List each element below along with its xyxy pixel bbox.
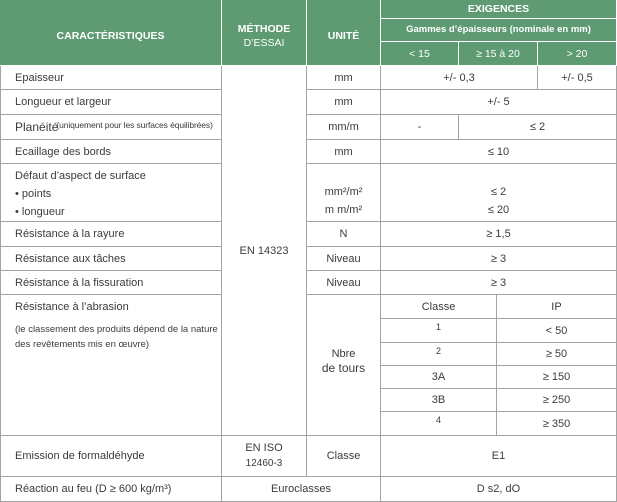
row-defaut-unit-points: mm²/m²	[324, 186, 363, 198]
method-en14323: EN 14323	[222, 66, 307, 436]
row-planeite-value-ge15: ≤ 2	[459, 115, 617, 140]
row-planeite-note: (uniquement pour les surfaces équilibrées)	[56, 120, 213, 130]
row-abrasion-unit-line2: de tours	[321, 360, 366, 375]
row-taches-unit: Niveau	[307, 247, 381, 271]
header-range-gt20: > 20	[538, 42, 617, 66]
row-rayure-label: Résistance à la rayure	[0, 222, 222, 247]
header-methode	[222, 0, 307, 66]
header-methode-line1: MÉTHODE	[237, 22, 291, 35]
header-methode-line2: D’ESSAI	[243, 36, 285, 49]
row-defaut-unit-longueur: m m/m²	[324, 204, 363, 216]
abrasion-classe-cell: 2	[381, 343, 497, 366]
row-formaldehyde-value: E1	[381, 436, 617, 477]
abrasion-ip-cell: ≥ 150	[497, 366, 617, 389]
row-formaldehyde-unit: Classe	[307, 436, 381, 477]
row-taches-label: Résistance aux tâches	[0, 247, 222, 271]
abrasion-ip-cell: ≥ 50	[497, 343, 617, 366]
row-formaldehyde-method-line2: 12460-3	[245, 458, 283, 469]
header-range-15-20: ≥ 15 à 20	[459, 42, 538, 66]
row-rayure-unit: N	[307, 222, 381, 247]
row-formaldehyde-method-line1: EN ISO	[245, 442, 283, 454]
row-reaction-feu-label: Réaction au feu (D ≥ 600 kg/m³)	[0, 477, 222, 502]
row-epaisseur-value-lt20: +/- 0,3	[381, 66, 538, 90]
row-planeite-label	[0, 115, 222, 140]
row-reaction-feu-value: D s2, dO	[381, 477, 617, 502]
row-planeite-unit: mm/m	[307, 115, 381, 140]
row-planeite-value-lt15: -	[381, 115, 459, 140]
row-ecaillage-unit: mm	[307, 140, 381, 164]
row-longueur-label: Longueur et largeur	[0, 90, 222, 115]
row-defaut-value	[381, 164, 617, 222]
row-rayure-value: ≥ 1,5	[381, 222, 617, 247]
row-abrasion-note-line1: (le classement des produits dépend de la nature	[15, 324, 218, 335]
row-defaut-title: Défaut d’aspect de surface	[15, 170, 146, 182]
abrasion-classe-cell: 1	[381, 319, 497, 343]
row-defaut-label	[0, 164, 222, 222]
row-abrasion-unit-line1: Nbre	[331, 347, 356, 360]
row-reaction-feu-method: Euroclasses	[222, 477, 381, 502]
row-fissuration-unit: Niveau	[307, 271, 381, 295]
row-planeite-title: Planéité	[15, 120, 59, 134]
row-ecaillage-value: ≤ 10	[381, 140, 617, 164]
row-abrasion-label	[0, 295, 222, 436]
abrasion-classe-cell: 3A	[381, 366, 497, 389]
row-defaut-value-longueur: ≤ 20	[487, 204, 510, 216]
abrasion-col-ip: IP	[497, 295, 617, 319]
header-exigences: EXIGENCES	[381, 0, 617, 19]
abrasion-ip-cell: < 50	[497, 319, 617, 343]
row-defaut-value-points: ≤ 2	[490, 186, 507, 198]
row-longueur-value: +/- 5	[381, 90, 617, 115]
row-taches-value: ≥ 3	[381, 247, 617, 271]
abrasion-ip-cell: ≥ 350	[497, 412, 617, 436]
abrasion-classe-cell: 3B	[381, 389, 497, 412]
row-formaldehyde-label: Emission de formaldéhyde	[0, 436, 222, 477]
row-formaldehyde-method	[222, 436, 307, 477]
row-ecaillage-label: Ecaillage des bords	[0, 140, 222, 164]
abrasion-ip-cell: ≥ 250	[497, 389, 617, 412]
row-epaisseur-unit: mm	[307, 66, 381, 90]
abrasion-col-classe: Classe	[381, 295, 497, 319]
row-longueur-unit: mm	[307, 90, 381, 115]
row-fissuration-value: ≥ 3	[381, 271, 617, 295]
row-defaut-item-points: • points	[15, 188, 52, 200]
header-unite: UNITÉ	[307, 0, 381, 66]
header-gammes: Gammes d’épaisseurs (nominale en mm)	[381, 19, 617, 42]
abrasion-classe-cell: 4	[381, 412, 497, 436]
row-defaut-item-longueur: • longueur	[15, 206, 65, 218]
row-epaisseur-value-gt20: +/- 0,5	[538, 66, 617, 90]
row-fissuration-label: Résistance à la fissuration	[0, 271, 222, 295]
row-epaisseur-label: Epaisseur	[0, 66, 222, 90]
row-abrasion-title: Résistance à l’abrasion	[15, 301, 129, 313]
header-range-lt15: < 15	[381, 42, 459, 66]
row-abrasion-unit	[307, 295, 381, 436]
header-caracteristiques: CARACTÉRISTIQUES	[0, 0, 222, 66]
row-defaut-unit	[307, 164, 381, 222]
row-abrasion-note-line2: des revêtements mis en œuvre)	[15, 339, 150, 350]
